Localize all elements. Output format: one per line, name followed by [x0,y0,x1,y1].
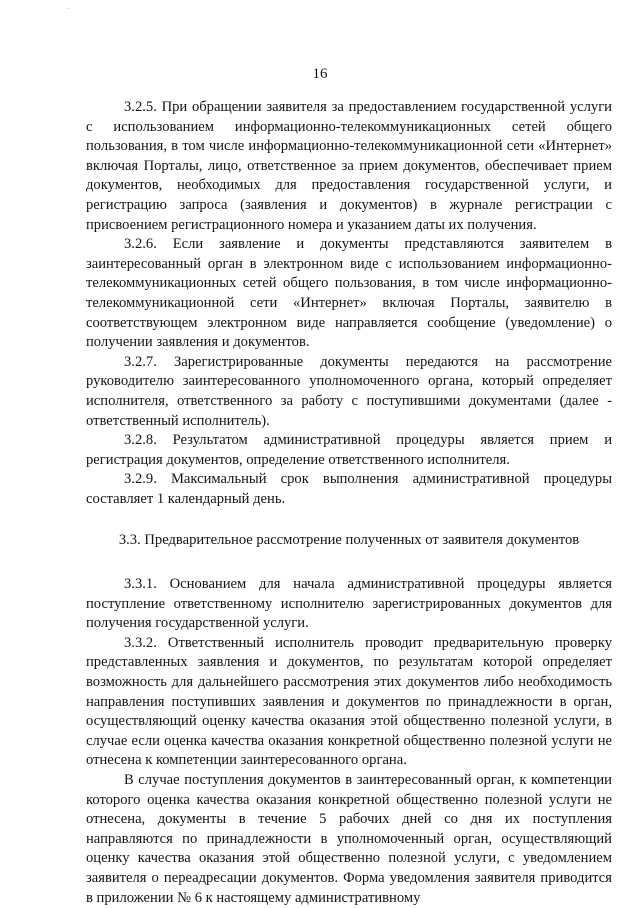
paragraph-redirect-case: В случае поступления документов в заинтересованный орган, к компетенции которого оценка качества оказания конкретной общественно полезной услуги не отнесена, документы в течение 5 рабочих дней со дня их поступления направляются по принадлежности в уполномоченный орган, осуществляющий оценку качества оказания этой общественно полезной услуги, с уведомлением заявителя о переадресации документов. Форма уведомления заявителя приводится в приложении № 6 к настоящему административному [86,772,612,906]
paragraph-3-2-8: 3.2.8. Результатом административной процедуры является прием и регистрация документов, определение ответственного исполнителя. [86,432,612,468]
paragraph-3-2-5: 3.2.5. При обращении заявителя за предоставлением государственной услуги с использованием информационно-телекоммуникационных сетей общего пользования, в том числе информационно-телекоммуникационной сети «Интернет» включая Порталы, лицо, ответственное за прием документов, обеспечивает прием документов, необходимых для предоставления государственной услуги, и регистрацию запроса (заявления и документов) в журнале регистрации с присвоением регистрационного номера и указанием даты их получения. [86,99,612,233]
document-body [86,98,612,908]
paragraph-3-2-6: 3.2.6. Если заявление и документы представляются заявителем в заинтересованный орган в электронном виде с использованием информационно-телекоммуникационных сетей общего пользования, в том числе информационно-телекоммуникационной сети «Интернет» включая Порталы, заявителю в соответствующем электронном виде направляется сообщение (уведомление) о получении заявления и документов. [86,236,612,351]
page-number: 16 [312,66,328,82]
paragraph-3-3-1: 3.3.1. Основанием для начала административной процедуры является поступление ответственному исполнителю зарегистрированных документов для получения государственной услуги. [86,576,612,632]
paragraph-3-2-7: 3.2.7. Зарегистрированные документы передаются на рассмотрение руководителю заинтересованного уполномоченного органа, который определяет исполнителя, ответственного за работу с поступившими документами (далее - ответственный исполнитель). [86,353,612,429]
paragraph-3-2-9: 3.2.9. Максимальный срок выполнения административной процедуры составляет 1 календарный день. [86,471,612,507]
scan-mark [68,8,69,9]
section-heading-3-3: 3.3. Предварительное рассмотрение полученных от заявителя документов [118,532,580,549]
paragraph-3-3-2: 3.3.2. Ответственный исполнитель проводит предварительную проверку представленных заявления и документов, по результатам которой определяет возможность для дальнейшего рассмотрения этих документов либо необходимость направления поступивших заявления и документов по принадлежности в орган, осуществляющий оценку качества оказания этой общественно полезной услуги, в случае если оценка качества оказания конкретной общественно полезной услуги не отнесена к компетенции заинтересованного органа. [86,634,612,769]
